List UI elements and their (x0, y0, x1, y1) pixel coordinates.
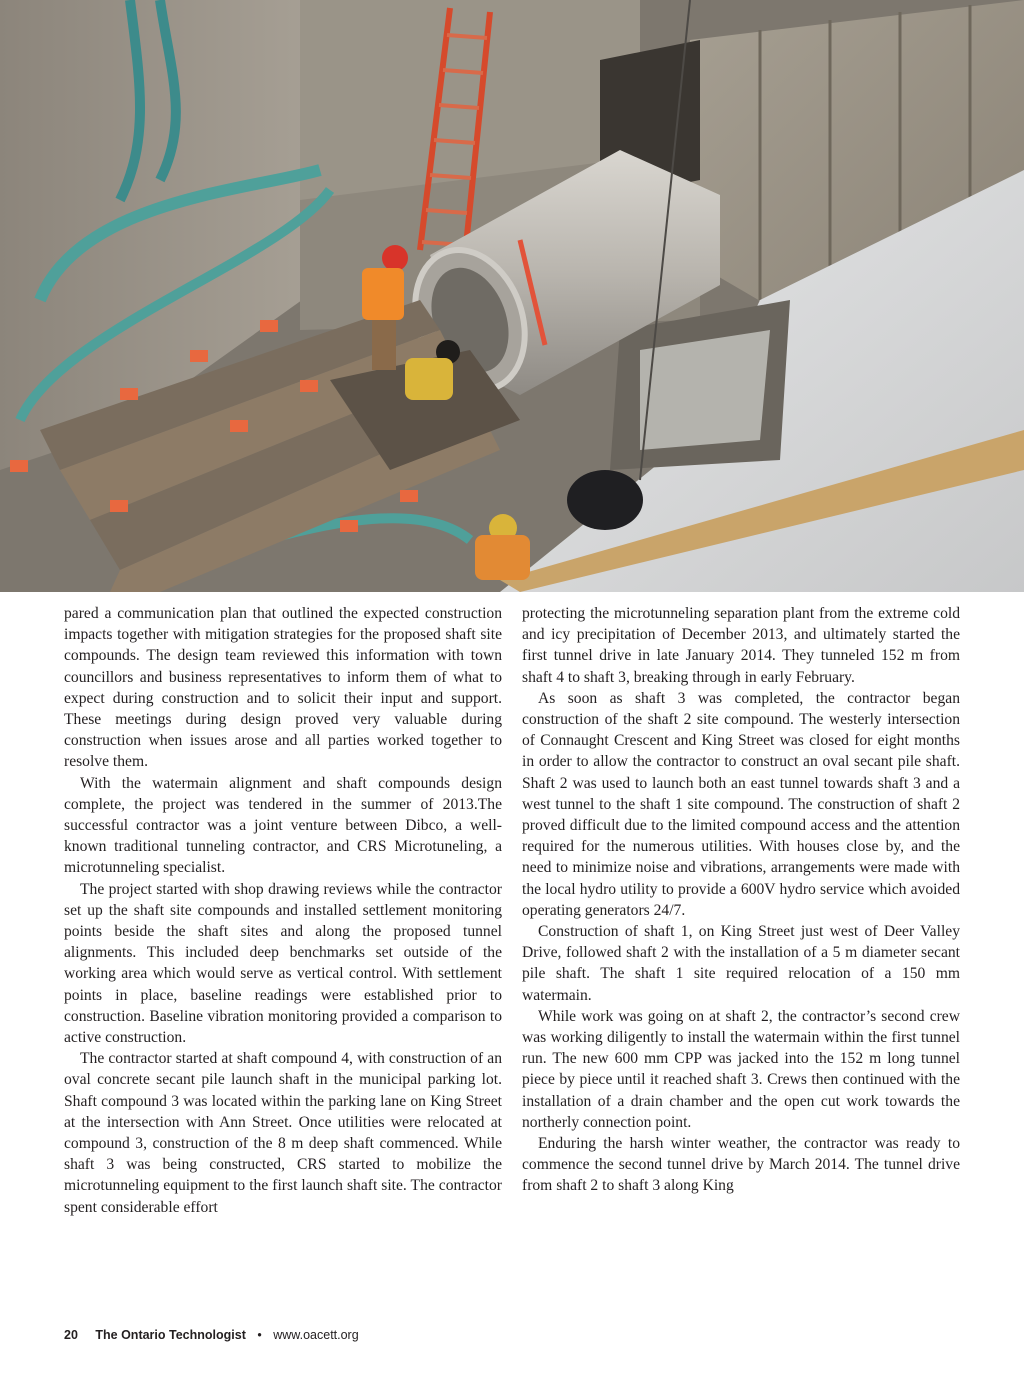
publication-title: The Ontario Technologist (95, 1328, 246, 1342)
paragraph: As soon as shaft 3 was completed, the contractor began construction of the shaft 2 site compound. The westerly intersection of Connaught Crescent and King Street was closed for eight months in order to allow the contractor to construct an oval secant pile shaft. Shaft 2 was used to launch both an east tunnel towards shaft 3 and a west tunnel to the shaft 1 site compound. The construction of shaft 2 proved difficult due to the limited compound access and the attention required for the numerous utilities. With houses close by, and the need to minimize noise and vibrations, arrangements were made with the local hydro utility to provide a 600V hydro service which avoided operating generators 24/7. (522, 689, 960, 919)
paragraph: With the watermain alignment and shaft compounds design complete, the project was tendered in the summer of 2013.The successful contractor was a joint venture between Dibco, a well-known traditional tunneling contractor, and CRS Microtuneling, a microtunneling specialist. (64, 774, 502, 877)
paragraph: protecting the microtunneling separation plant from the extreme cold and icy precipitation of December 2013, and ultimately started the first tunnel drive in late January 2014. They tunneled 152 m from shaft 4 to shaft 3, breaking through in early February. (522, 605, 960, 686)
paragraph: Construction of shaft 1, on King Street just west of Deer Valley Drive, followed shaft 2 with the installation of a 5 m diameter secant pile shaft. The shaft 1 site required relocation of a 150 mm watermain. (522, 923, 960, 1004)
paragraph: Enduring the harsh winter weather, the contractor was ready to commence the second tunnel drive by March 2014. The tunnel drive from shaft 2 to shaft 3 along King (522, 1135, 960, 1195)
article-left-column (64, 603, 502, 1218)
website-link[interactable]: www.oacett.org (273, 1328, 359, 1342)
paragraph: The project started with shop drawing reviews while the contractor set up the shaft site compounds and installed settlement monitoring points beside the shaft sites and along the proposed tunnel alignments. This included deep benchmarks set outside of the working area which would serve as vertical control. With settlement points in place, baseline readings were established prior to construction. Baseline vibration monitoring provided a comparison to active construction. (64, 880, 502, 1047)
paragraph: The contractor started at shaft compound 4, with construction of an oval concrete secant pile launch shaft in the municipal parking lot. Shaft compound 3 was located within the parking lane on King Street at the intersection with Ann Street. Once utilities were relocated at compound 3, construction of the 8 m deep shaft commenced. While shaft 3 was being constructed, CRS started to mobilize the microtunneling equipment to the first launch shaft site. The contractor spent considerable effort (64, 1050, 502, 1216)
photo-illustration (0, 0, 1024, 592)
construction-shaft-photo (0, 0, 1024, 592)
footer-separator: • (257, 1328, 262, 1342)
article-right-column (522, 603, 960, 1197)
paragraph: While work was going on at shaft 2, the contractor’s second crew was working diligently to install the watermain within the first tunnel run. The new 600 mm CPP was jacked into the 152 m long tunnel piece by piece until it reached shaft 3. Crews then continued with the installation of a drain chamber and the open cut work towards the northerly connection point. (522, 1007, 960, 1131)
page-number: 20 (64, 1328, 78, 1342)
paragraph: pared a communication plan that outlined the expected construction impacts together with mitigation strategies for the proposed shaft site compounds. The design team reviewed this information with town councillors and business representatives to inform them of what to expect during construction and to solicit their input and support. These meetings during design proved very valuable during construction when issues arose and all parties worked together to resolve them. (64, 605, 502, 771)
page-footer (64, 1328, 359, 1342)
